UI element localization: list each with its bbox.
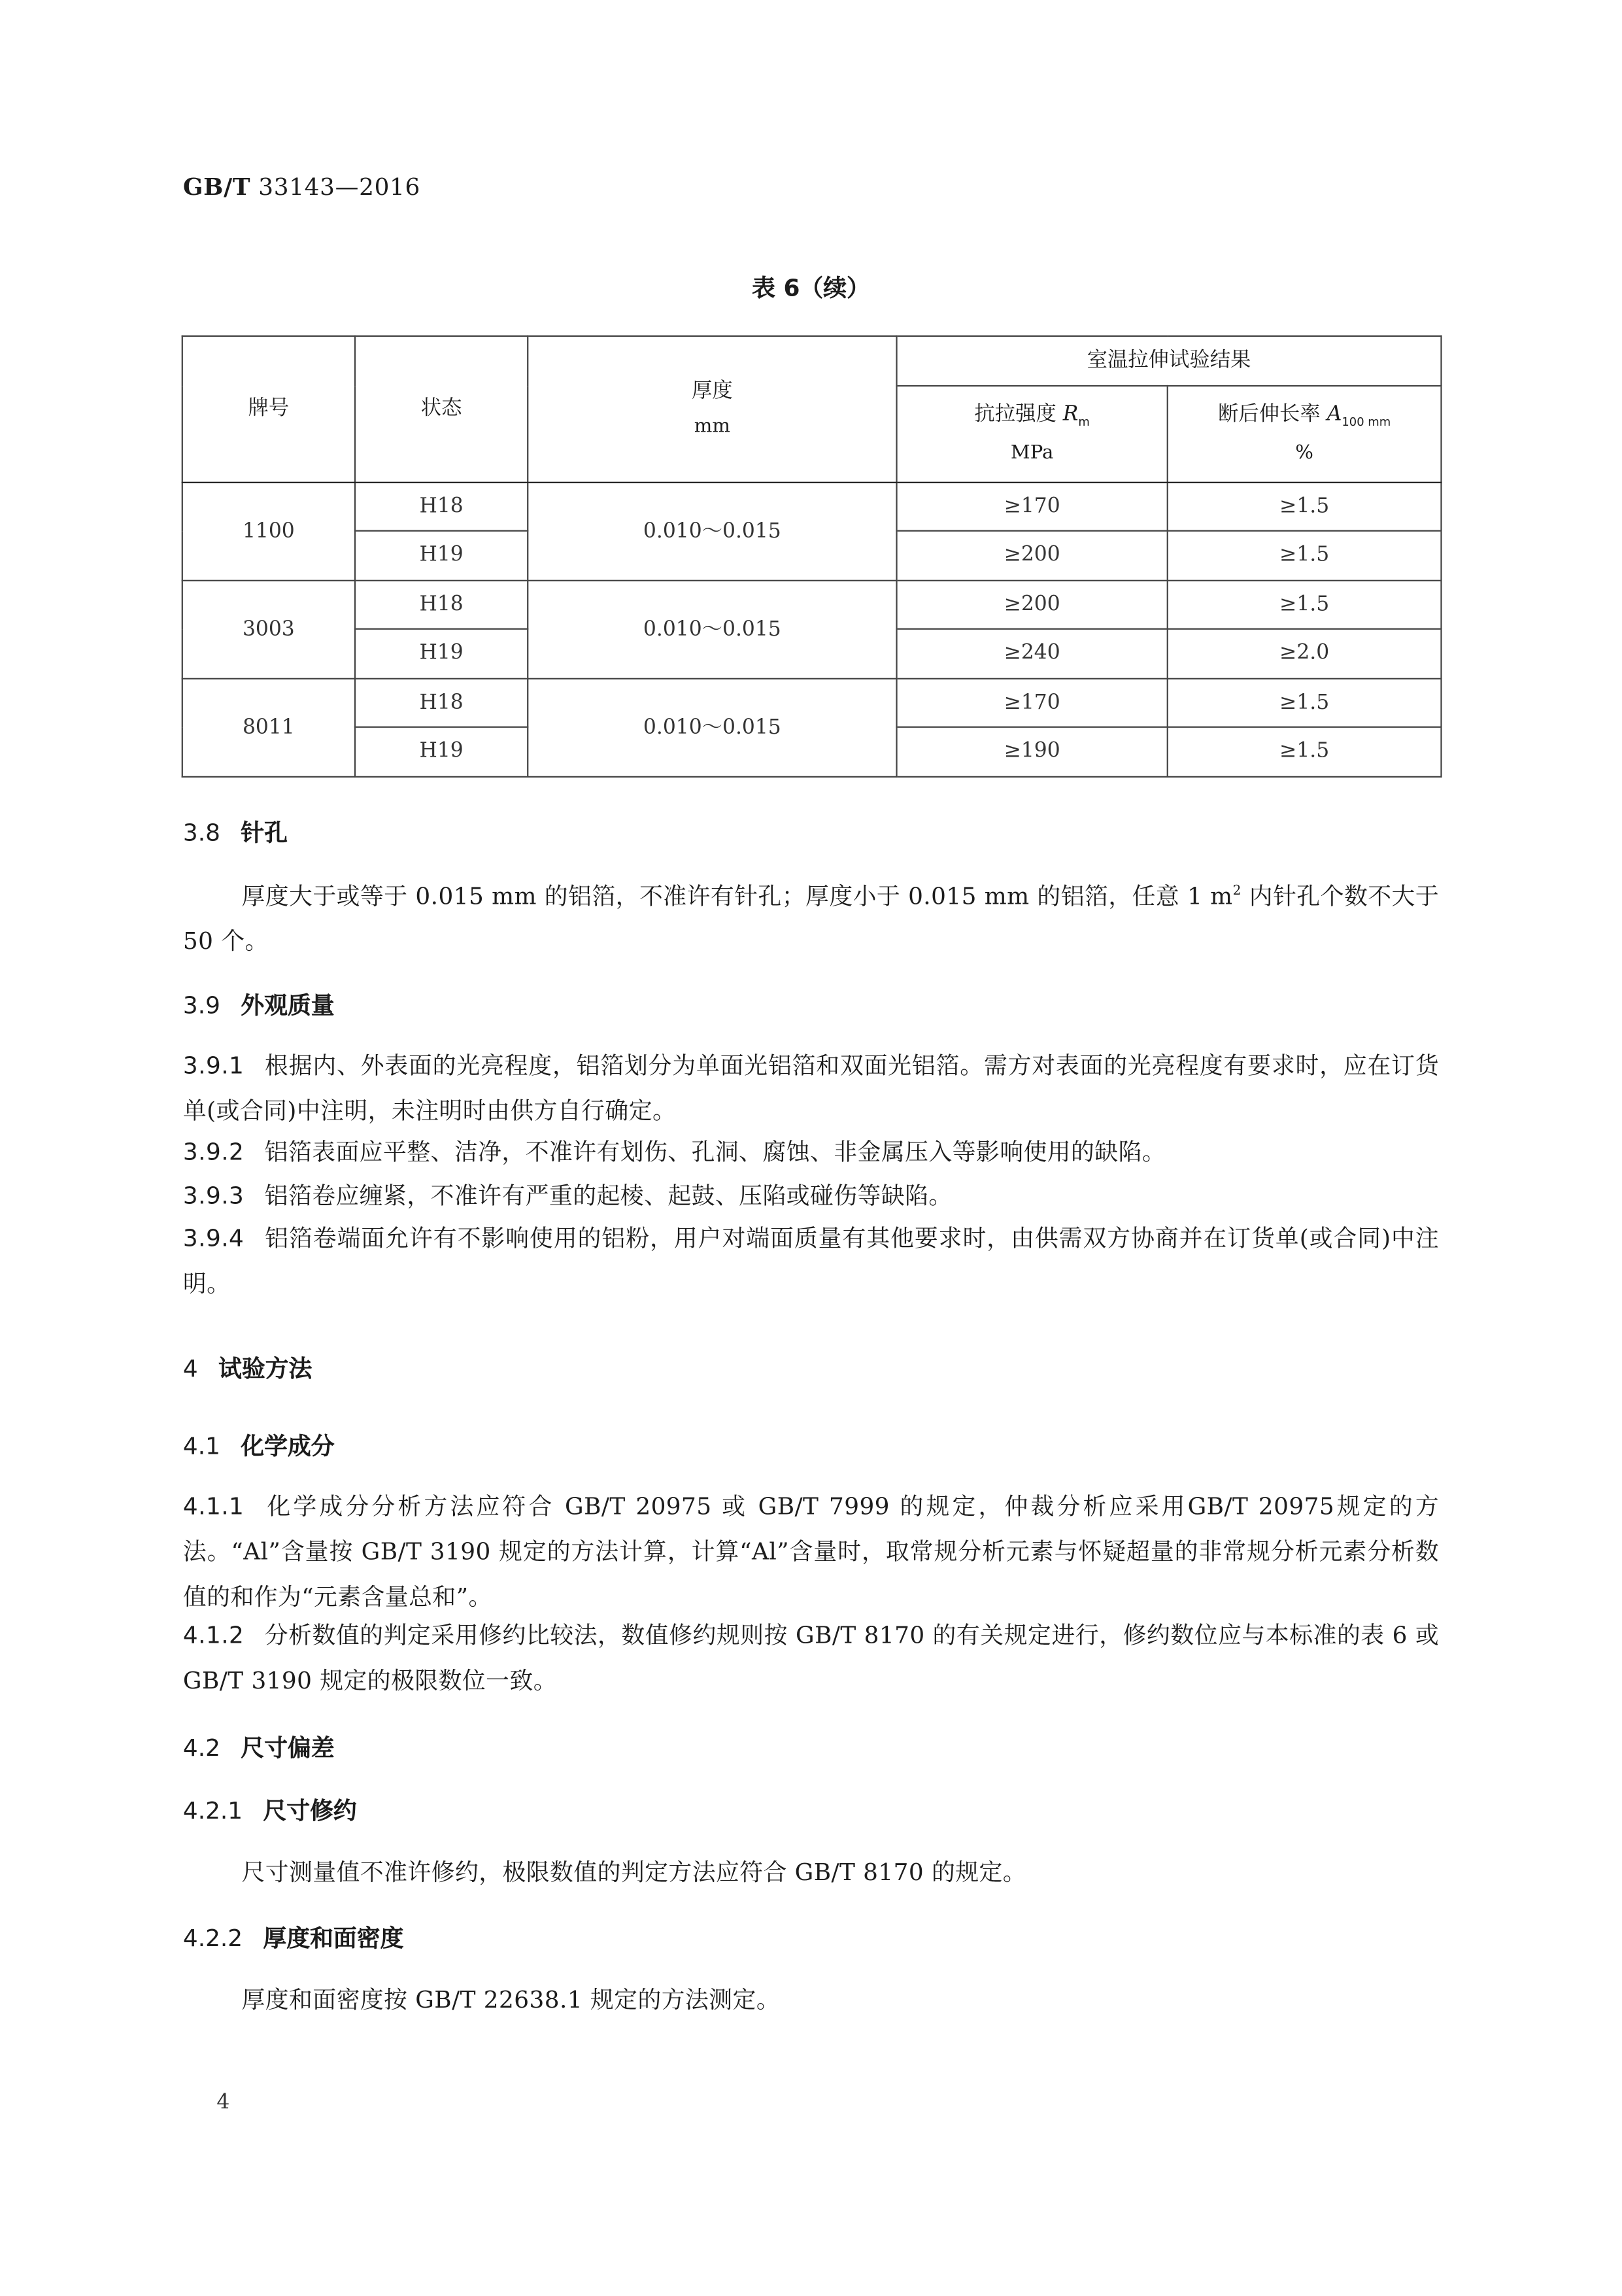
cell-thickness: 0.010～0.015 <box>528 581 896 679</box>
table-caption: 表 6（续） <box>752 273 870 302</box>
table-row <box>182 581 1442 629</box>
clause-text: 分析数值的判定采用修约比较法，数值修约规则按 GB/T 8170 的有关规定进行，修约数位应与本标准的表 6 或 GB/T 3190 规定的极限数位一致。 <box>182 1620 1440 1694</box>
paragraph-3-8 <box>183 870 1439 964</box>
cell-temper: H19 <box>355 629 528 679</box>
header-thickness-unit: mm <box>694 416 730 438</box>
cell-grade: 1100 <box>182 483 355 581</box>
tensile-symbol: R <box>1062 403 1079 427</box>
header-grade: 牌号 <box>182 336 355 483</box>
cell-thickness: 0.010～0.015 <box>528 483 896 581</box>
clause-text: 铝箔卷应缠紧，不准许有严重的起棱、起鼓、压陷或碰伤等缺陷。 <box>264 1182 953 1210</box>
cell-tensile: ≥200 <box>897 581 1168 629</box>
standard-prefix: GB/T <box>182 173 251 201</box>
mechanical-properties-table <box>182 335 1442 778</box>
cell-elongation: ≥1.5 <box>1168 679 1442 727</box>
tensile-label: 抗拉强度 <box>974 403 1063 427</box>
elongation-unit: % <box>1295 442 1313 464</box>
elongation-label: 断后伸长率 <box>1218 403 1327 427</box>
section-number: 4.2 <box>182 1734 220 1762</box>
cell-tensile: ≥240 <box>897 629 1168 679</box>
clause-number: 3.9.2 <box>182 1137 245 1166</box>
clause-text: 根据内、外表面的光亮程度，铝箔划分为单面光铝箔和双面光铝箔。需方对表面的光亮程度有要求时，应在订货单(或合同)中注明，未注明时由供方自行确定。 <box>182 1051 1440 1125</box>
section-heading-4-1 <box>183 1428 335 1462</box>
header-temper: 状态 <box>355 336 528 483</box>
section-title: 尺寸修约 <box>263 1796 357 1825</box>
clause-text: 化学成分分析方法应符合 GB/T 20975 或 GB/T 7999 的规定，仲裁分析应采用GB/T 20975规定的方法。“Al”含量按 GB/T 3190 规定的方法计算，计算“Al”含量时，取常规分析元素与怀疑超量的非常规分析元素分析数值的和作为“元素含量总和”。 <box>182 1492 1440 1611</box>
pinhole-text-b: 内针孔个数不大于 50 个。 <box>182 882 1440 955</box>
section-heading-3-8 <box>183 814 288 848</box>
cell-temper: H18 <box>355 679 528 727</box>
section-title: 试验方法 <box>218 1354 313 1382</box>
paragraph-3-9-3 <box>183 1173 1439 1218</box>
cell-grade: 3003 <box>182 581 355 679</box>
cell-temper: H19 <box>355 531 528 581</box>
cell-tensile: ≥170 <box>897 483 1168 531</box>
cell-elongation: ≥1.5 <box>1168 727 1442 777</box>
paragraph-3-9-2 <box>183 1129 1439 1174</box>
cell-elongation: ≥1.5 <box>1168 581 1442 629</box>
paragraph-4-1-1 <box>183 1483 1439 1619</box>
page-number: 4 <box>216 2091 230 2115</box>
cell-tensile: ≥170 <box>897 679 1168 727</box>
clause-number: 3.9.3 <box>182 1182 245 1210</box>
header-tensile-strength <box>897 386 1168 483</box>
table-row <box>182 483 1442 531</box>
section-number: 3.9 <box>182 991 220 1019</box>
elongation-symbol: A <box>1326 403 1342 427</box>
cell-tensile: ≥190 <box>897 727 1168 777</box>
cell-temper: H19 <box>355 727 528 777</box>
pinhole-text-a: 厚度大于或等于 0.015 mm 的铝箔，不准许有针孔；厚度小于 0.015 mm 的铝箔，任意 1 m <box>241 882 1233 910</box>
clause-number: 3.9.4 <box>182 1224 245 1252</box>
header-thickness <box>528 336 896 483</box>
section-title: 尺寸偏差 <box>241 1734 335 1762</box>
section-title: 厚度和面密度 <box>263 1924 404 1952</box>
section-heading-4-2 <box>183 1729 335 1763</box>
section-heading-4-2-1 <box>183 1792 357 1826</box>
clause-text: 铝箔卷端面允许有不影响使用的铝粉，用户对端面质量有其他要求时，由供需双方协商并在订货单(或合同)中注明。 <box>182 1224 1440 1297</box>
paragraph-3-9-4 <box>183 1216 1439 1307</box>
section-number: 4.1 <box>182 1431 220 1460</box>
cell-tensile: ≥200 <box>897 531 1168 581</box>
tensile-unit: MPa <box>1010 442 1054 464</box>
standard-code <box>183 173 420 201</box>
section-number: 4.2.2 <box>182 1924 243 1952</box>
paragraph-3-9-1 <box>183 1042 1439 1133</box>
cell-temper: H18 <box>355 483 528 531</box>
elongation-subscript: 100 mm <box>1342 416 1391 430</box>
clause-number: 3.9.1 <box>182 1051 245 1080</box>
section-heading-4-2-2 <box>183 1920 404 1954</box>
cell-thickness: 0.010～0.015 <box>528 679 896 777</box>
superscript-2: 2 <box>1232 884 1242 899</box>
paragraph-4-2-2: 厚度和面密度按 GB/T 22638.1 规定的方法测定。 <box>241 1985 781 2013</box>
paragraph-4-2-1: 尺寸测量值不准许修约，极限数值的判定方法应符合 GB/T 8170 的规定。 <box>241 1858 1027 1887</box>
clause-number: 4.1.1 <box>182 1492 245 1520</box>
cell-temper: H18 <box>355 581 528 629</box>
section-title: 化学成分 <box>241 1431 335 1460</box>
section-heading-3-9 <box>183 987 335 1021</box>
header-thickness-label: 厚度 <box>692 379 733 403</box>
section-number: 3.8 <box>182 818 220 847</box>
header-tensile-group: 室温拉伸试验结果 <box>897 336 1442 386</box>
paragraph-4-1-2 <box>183 1612 1439 1703</box>
tensile-subscript: m <box>1078 416 1090 430</box>
section-title: 外观质量 <box>241 991 335 1019</box>
section-title: 针孔 <box>241 818 288 847</box>
section-number: 4 <box>182 1354 198 1382</box>
cell-elongation: ≥1.5 <box>1168 531 1442 581</box>
section-heading-4 <box>183 1350 313 1384</box>
section-number: 4.2.1 <box>182 1796 243 1825</box>
cell-elongation: ≥2.0 <box>1168 629 1442 679</box>
clause-number: 4.1.2 <box>182 1620 245 1649</box>
clause-text: 铝箔表面应平整、洁净，不准许有划伤、孔洞、腐蚀、非金属压入等影响使用的缺陷。 <box>264 1137 1166 1166</box>
cell-grade: 8011 <box>182 679 355 777</box>
standard-number: 33143—2016 <box>258 173 421 201</box>
cell-elongation: ≥1.5 <box>1168 483 1442 531</box>
table-row <box>182 679 1442 727</box>
header-elongation <box>1168 386 1442 483</box>
